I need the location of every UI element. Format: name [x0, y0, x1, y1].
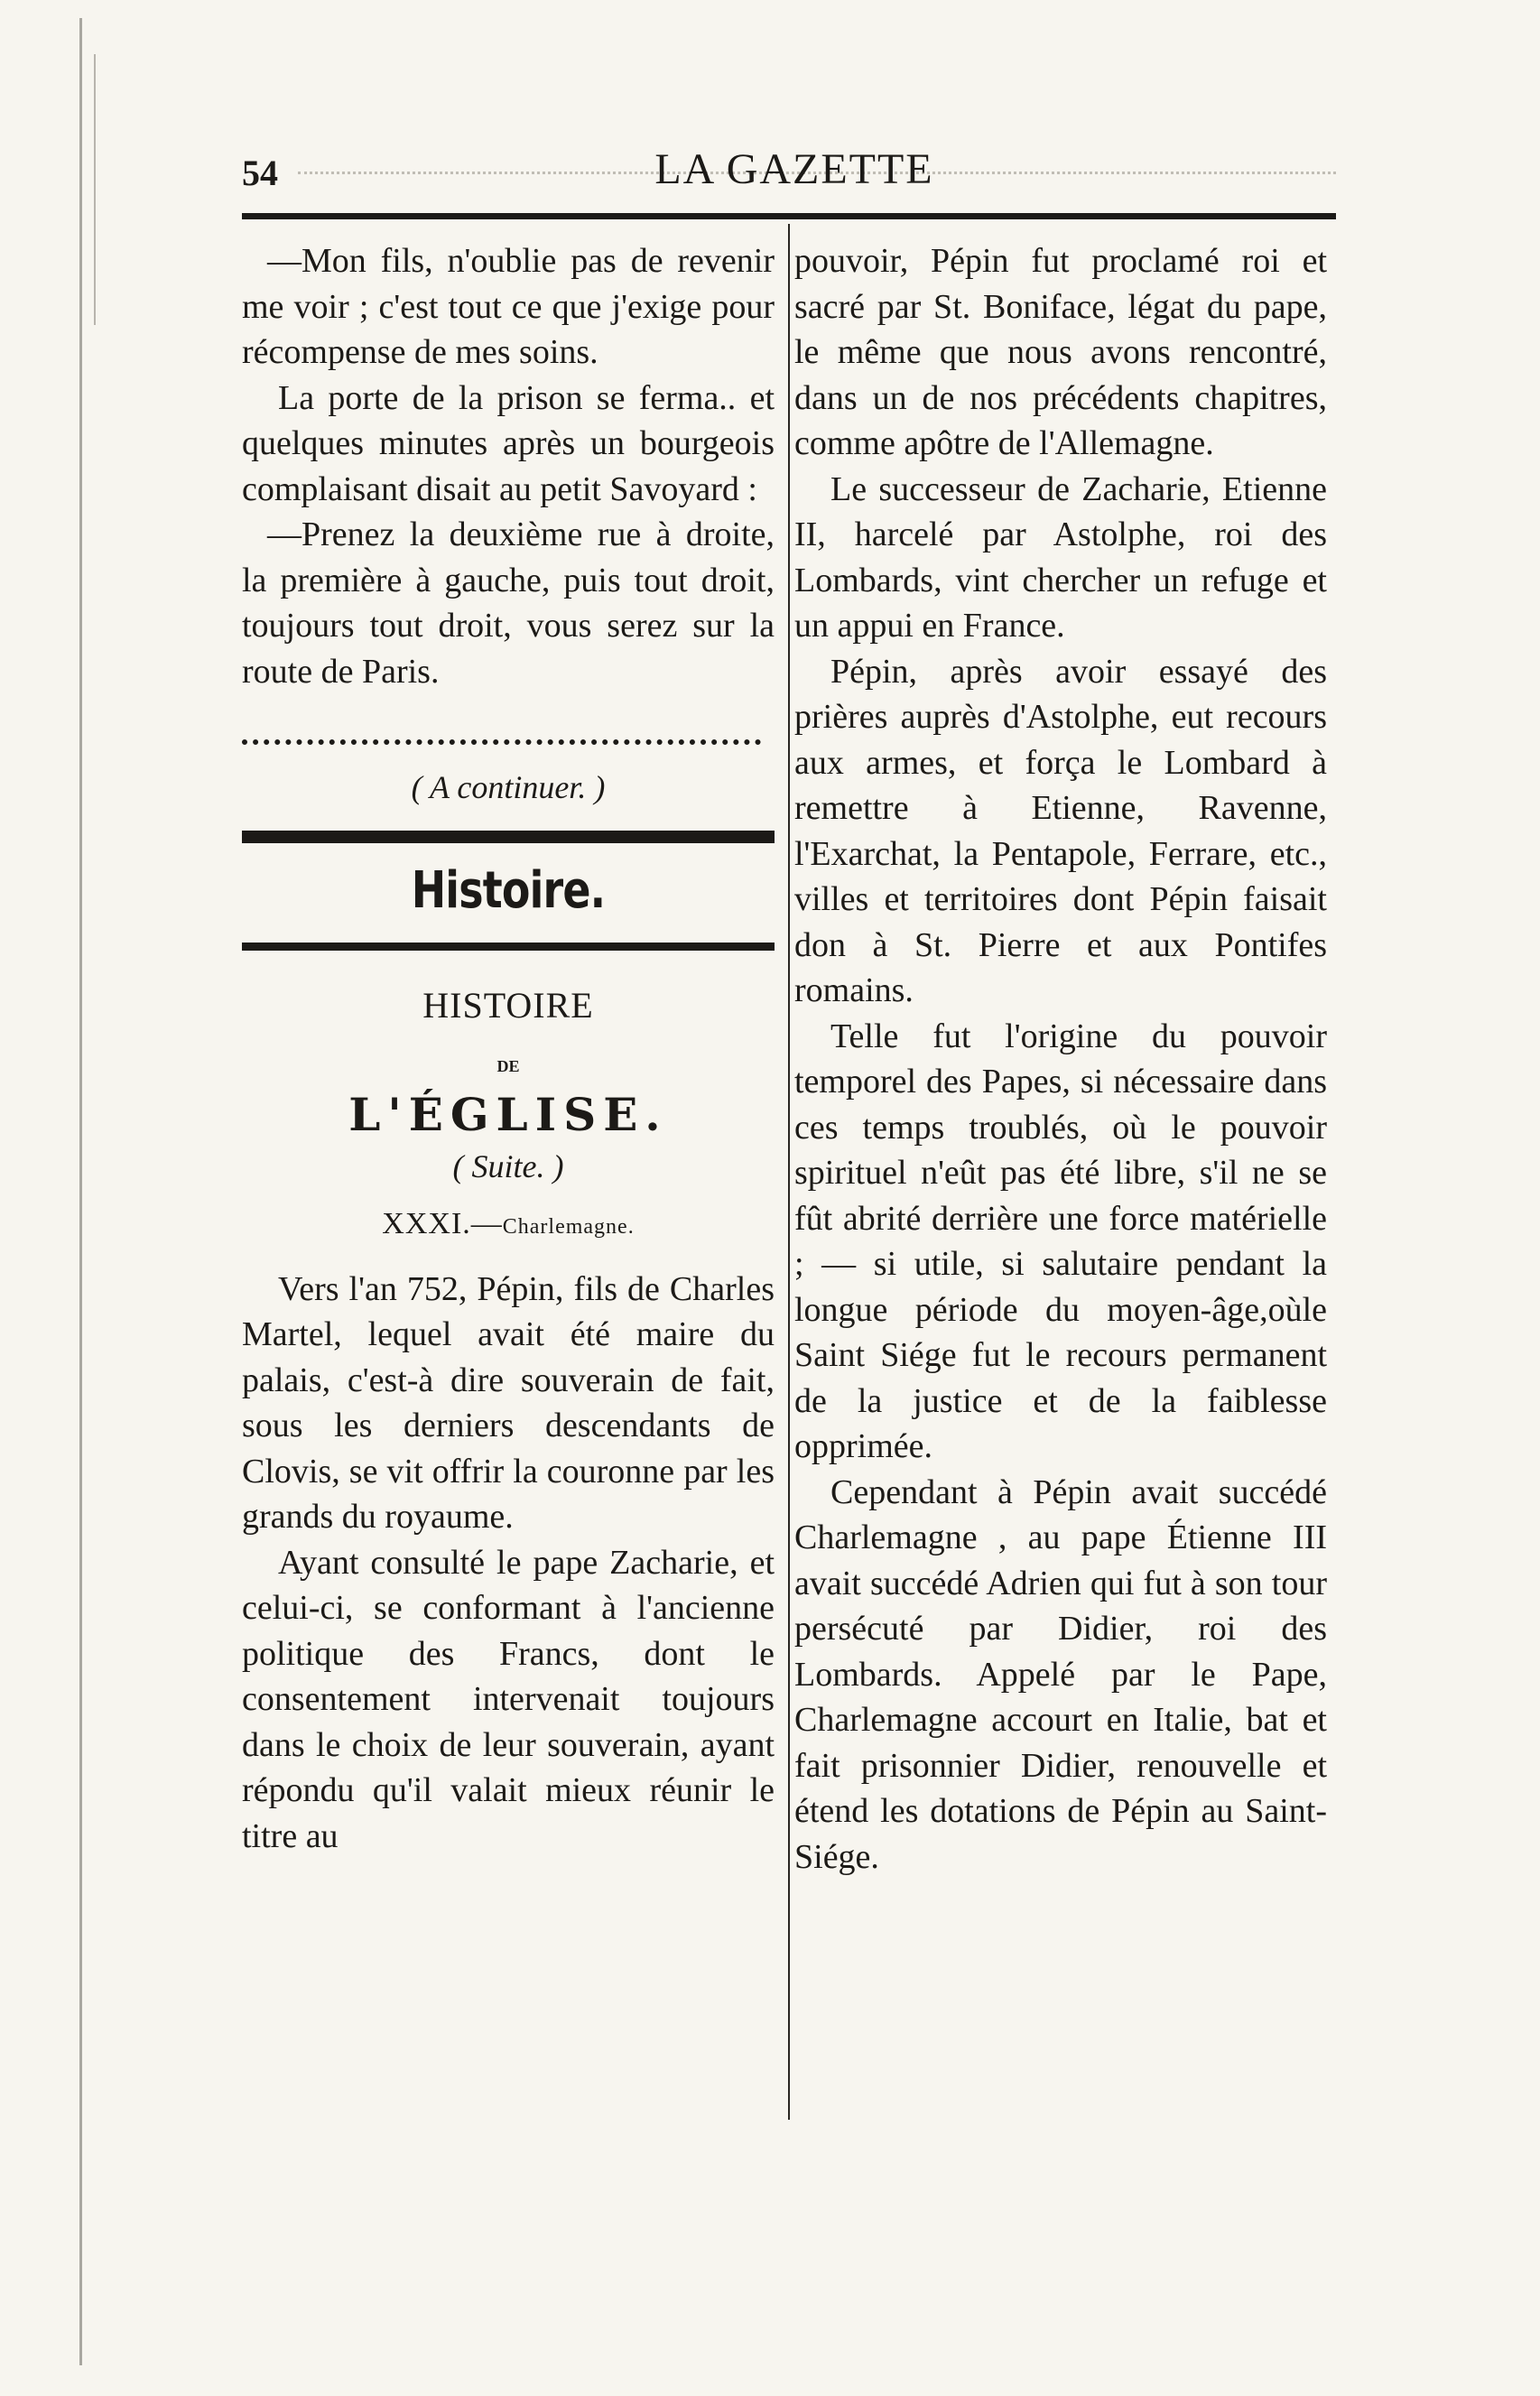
section-title-rule [242, 943, 775, 951]
article-subtitle: L'ÉGLISE. [348, 1088, 668, 1141]
right-paragraph: Le successeur de Zacharie, Etienne II, harcelé par Astolphe, roi des Lombards, vint chercher un refuge et un appui en France. [794, 469, 1327, 645]
right-paragraph: Telle fut l'origine du pouvoir temporel des Papes, si nécessaire dans ces temps troublés, où le pouvoir spirituel n'eût pas été libre, s'il ne se fût abrité derrière une force matérielle ; — si utile, si salutaire pendant la longue période du moyen-âge,oùle Saint Siége fut le recours permanent de la justice et de la faiblesse opprimée. [794, 1017, 1327, 1465]
chapter-number: XXXI.— [382, 1207, 503, 1240]
left-paragraph: —Prenez la deuxième rue à droite, la première à gauche, puis tout droit, toujours tout droit, vous serez sur la route de Paris. [242, 515, 775, 691]
dotted-separator [242, 712, 761, 745]
left-paragraph: La porte de la prison se ferma.. et quelques minutes après un bourgeois complaisant disait au petit Savoyard : [242, 378, 775, 508]
right-paragraph: pouvoir, Pépin fut proclamé roi et sacré par St. Boniface, légat du pape, le même que nous avons rencontré, dans un de nos précédents chapitres, comme apôtre de l'Allemagne. [794, 242, 1327, 462]
article-title-connector: DE [496, 1056, 520, 1075]
chapter-title: Charlemagne. [502, 1215, 635, 1239]
page-number: 54 [242, 153, 278, 193]
article-suite-note: ( Suite. ) [452, 1147, 564, 1184]
section-rule [242, 831, 775, 843]
right-paragraph: Cependant à Pépin avait succédé Charlemagne , au pape Étienne III avait succédé Adrien qui fut à son tour persécuté par Didier, roi des Lombards. Appelé par le Pape, Charlemagne accourt en Italie, bat et fait prisonnier Didier, renouvelle et étend les dotations de Pépin au Saint-Siége. [794, 1472, 1327, 1876]
left-paragraph: —Mon fils, n'oublie pas de revenir me voir ; c'est tout ce que j'exige pour récompense de mes soins. [242, 242, 775, 371]
column-divider [788, 224, 790, 2120]
right-column [794, 238, 1327, 1880]
section-title: Histoire. [411, 860, 606, 920]
left-column [242, 238, 775, 1859]
article-body-left [242, 1267, 775, 1860]
scan-edge-line-secondary [94, 54, 96, 325]
header-rule [242, 213, 1336, 219]
article-title: HISTOIRE [422, 985, 594, 1026]
newspaper-title: LA GAZETTE [654, 145, 934, 193]
scan-edge-line [79, 18, 82, 2365]
left-paragraph: Vers l'an 752, Pépin, fils de Charles Martel, lequel avait été maire du palais, c'est-à dire souverain de fait, sous les derniers descendants de Clovis, se vit offrir la couronne par les grands du royaume. [242, 1269, 775, 1536]
right-paragraph: Pépin, après avoir essayé des prières auprès d'Astolphe, eut recours aux armes, et força le Lombard à remettre à Etienne, Ravenne, l'Exarchat, la Pentapole, Ferrare, etc., villes et territoires dont Pépin faisait don à St. Pierre et aux Pontifes romains. [794, 652, 1327, 1009]
to-be-continued: ( A continuer. ) [411, 769, 606, 805]
chapter-heading [242, 1202, 775, 1250]
left-paragraph: Ayant consulté le pape Zacharie, et celui-ci, se conformant à l'ancienne politique des Francs, dont le consentement intervenait toujours dans le choix de leur souverain, ayant répondu qu'il valait mieux réunir le titre au [242, 1543, 775, 1855]
